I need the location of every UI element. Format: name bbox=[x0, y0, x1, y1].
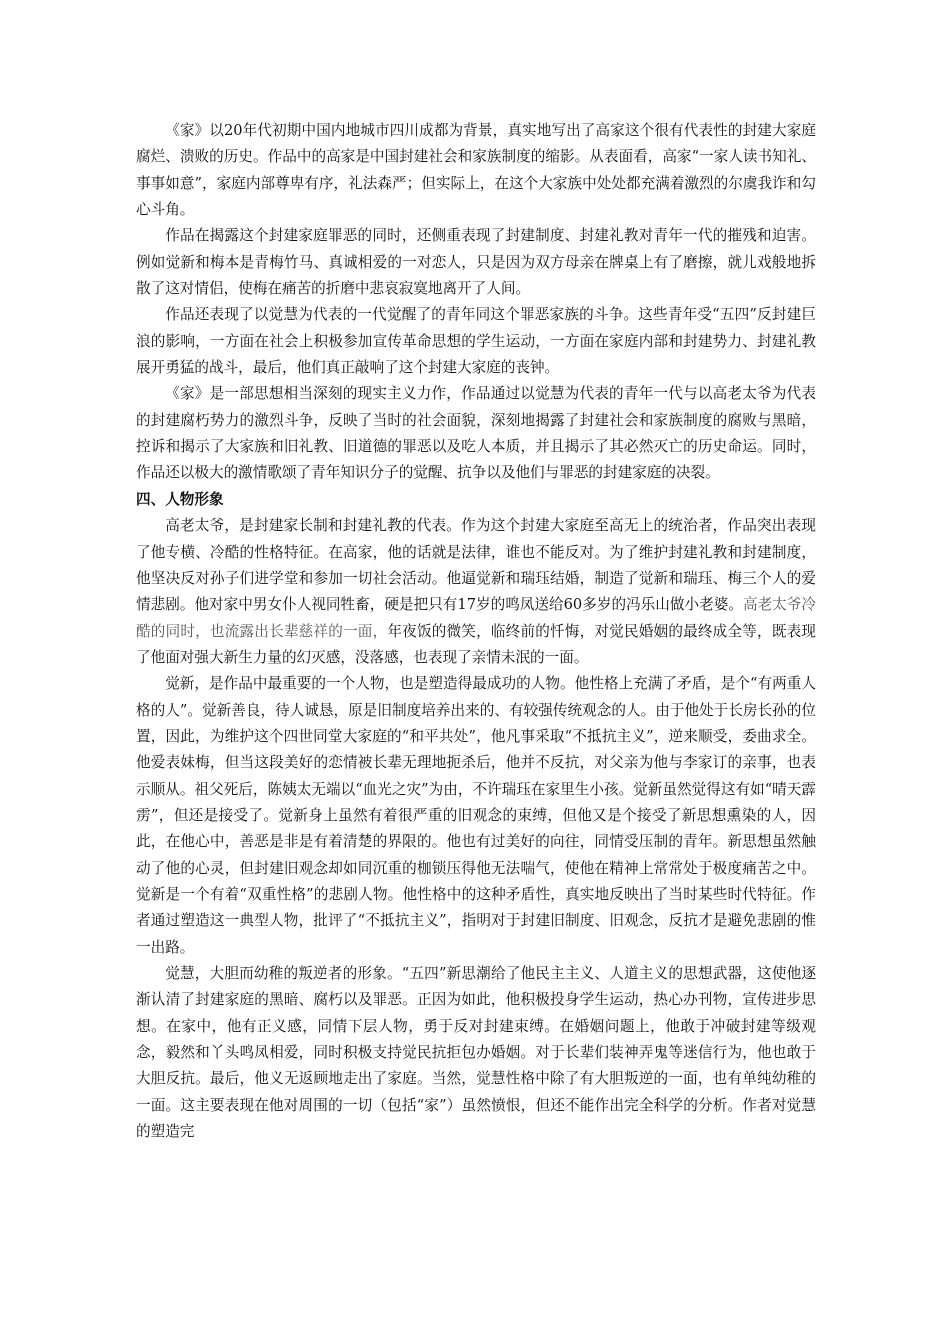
paragraph-oppression: 作品在揭露这个封建家庭罪恶的同时，还侧重表现了封建制度、封建礼教对青年一代的摧残和迫害。例如觉新和梅本是青梅竹马、真诚相爱的一对恋人，只是因为双方母亲在牌桌上有了磨擦，就儿戏般地拆散了这对情侣，使梅在痛苦的折磨中悲哀寂寞地离开了人间。 bbox=[136, 227, 816, 298]
paragraph-struggle: 作品还表现了以觉慧为代表的一代觉醒了的青年同这个罪恶家族的斗争。这些青年受“五四”反封建巨浪的影响，一方面在社会上积极参加宣传革命思想的学生运动，一方面在家庭内部和封建势力、封建礼教展开勇猛的战斗，最后，他们真正敲响了这个封建大家庭的丧钟。 bbox=[136, 306, 816, 377]
paragraph-summary: 《家》是一部思想相当深刻的现实主义力作，作品通过以觉慧为代表的青年一代与以高老太爷为代表的封建腐朽势力的激烈斗争，反映了当时的社会面貌，深刻地揭露了封建社会和家族制度的腐败与黑暗，控诉和揭示了大家族和旧礼教、旧道德的罪恶以及吃人本质，并且揭示了其必然灭亡的历史命运。同时，作品还以极大的激情歌颂了青年知识分子的觉醒、抗争以及他们与罪恶的封建家庭的决裂。 bbox=[136, 385, 816, 482]
gao-text-highlight: 高老太爷冷酷的同时，也流露出长辈慈祥的一面， bbox=[136, 596, 816, 640]
paragraph-juexin: 觉新，是作品中最重要的一个人物，也是塑造得最成功的人物。他性格上充满了矛盾，是个“有两重人格的人”。觉新善良，待人诚恳，原是旧制度培养出来的、有较强传统观念的人。由于他处于长房长孙的位置，因此，为维护这个四世同堂大家庭的“和平共处”，他凡事采取“不抵抗主义”，逆来顺受，委曲求全。他爱表妹梅，但当这段美好的恋情被长辈无理地扼杀后，他并不反抗，对父亲为他与李家订的亲事，也表示顺从。祖父死后，陈姨太无端以“血光之灾”为由，不许瑞珏在家里生小孩。觉新虽然觉得这有如“晴天霹雳”，但还是接受了。觉新身上虽然有着很严重的旧观念的束缚，但他又是个接受了新思想熏染的人，因此，在他心中，善恶是非是有着清楚的界限的。他也有过美好的向往，同情受压制的青年。新思想虽然触动了他的心灵，但封建旧观念却如同沉重的枷锁压得他无法喘气，使他在精神上常常处于极度痛苦之中。觉新是一个有着“双重性格”的悲剧人物。他性格中的这种矛盾性，真实地反映出了当时某些时代特征。作者通过塑造这一典型人物，批评了“不抵抗主义”，指明对于封建旧制度、旧观念，反抗才是避免悲剧的惟一出路。 bbox=[136, 675, 816, 956]
gao-text-main: 高老太爷，是封建家长制和封建礼教的代表。作为这个封建大家庭至高无上的统治者，作品突出表现了他专横、冷酷的性格特征。在高家，他的话就是法律，谁也不能反对。为了维护封建礼教和封建制度，他坚决反对孙子们进学堂和参加一切社会活动。他逼觉新和瑞珏结婚，制造了觉新和瑞珏、梅三个人的爱情悲剧。他对家中男女仆人视同牲畜，硬是把只有17岁的鸣凤送给60多岁的冯乐山做小老婆。 bbox=[136, 517, 816, 614]
gao-text-rest: 年夜饭的微笑，临终前的忏悔，对觉民婚姻的最终成全等，既表现了他面对强大新生力量的幻灭感，没落感，也表现了亲情未泯的一面。 bbox=[136, 622, 816, 666]
paragraph-setting: 《家》以20年代初期中国内地城市四川成都为背景，真实地写出了高家这个很有代表性的封建大家庭腐烂、溃败的历史。作品中的高家是中国封建社会和家族制度的缩影。从表面看，高家“一家人读书知礼、事事如意”，家庭内部尊卑有序，礼法森严；但实际上，在这个大家族中处处都充满着激烈的尔虞我诈和勾心斗角。 bbox=[136, 122, 816, 219]
paragraph-gao-laotaiye bbox=[136, 513, 816, 671]
document-page bbox=[136, 118, 816, 1145]
section-heading: 四、人物形象 bbox=[136, 490, 224, 508]
paragraph-juehui: 觉慧，大胆而幼稚的叛逆者的形象。“五四”新思潮给了他民主主义、人道主义的思想武器，这使他逐渐认清了封建家庭的黑暗、腐朽以及罪恶。正因为如此，他积极投身学生运动，热心办刊物，宣传进步思想。在家中，他有正义感，同情下层人物，勇于反对封建束缚。在婚姻问题上，他敢于冲破封建等级观念，毅然和丫头鸣凤相爱，同时积极支持觉民抗拒包办婚姻。对于长辈们装神弄鬼等迷信行为，他也敢于大胆反抗。最后，他义无返顾地走出了家庭。当然，觉慧性格中除了有大胆叛逆的一面，也有单纯幼稚的一面。这主要表现在他对周围的一切（包括“家”）虽然愤恨，但还不能作出完全科学的分析。作者对觉慧的塑造完 bbox=[136, 965, 816, 1141]
